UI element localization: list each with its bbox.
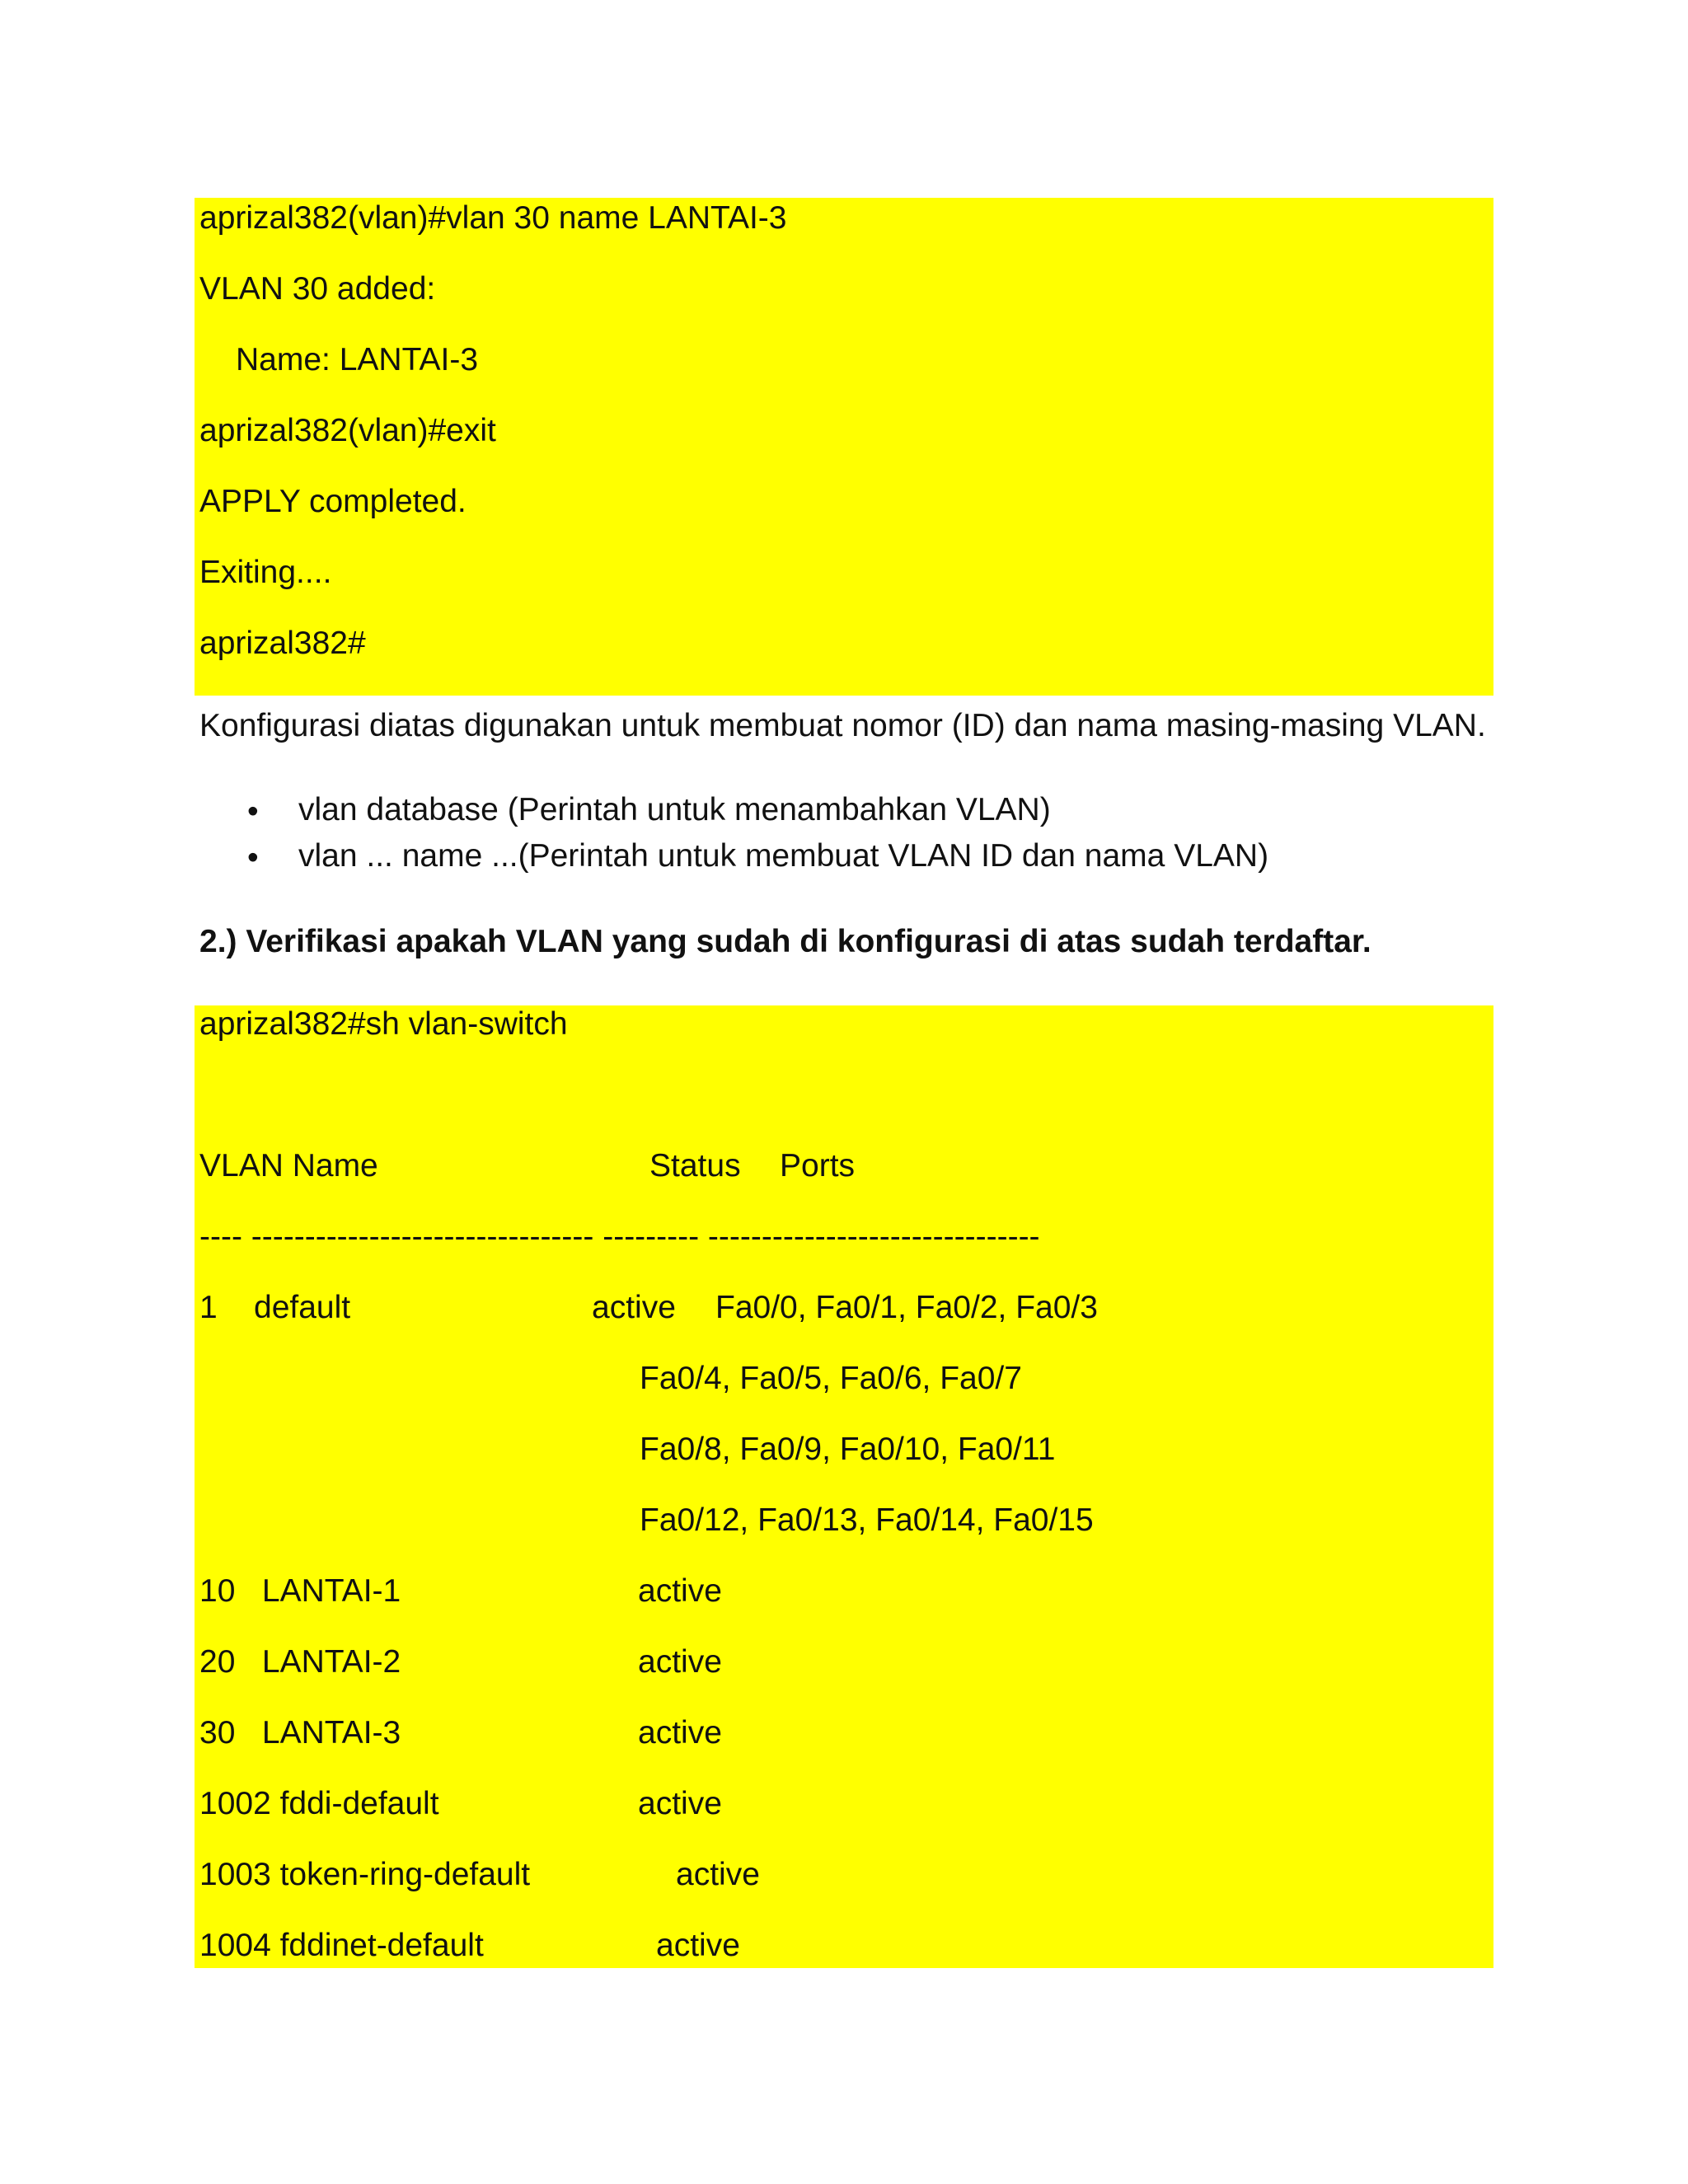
bullet-item: vlan ... name ...(Perintah untuk membuat VLAN ID dan nama VLAN) [298,838,1269,874]
table-header-ports: Ports [780,1148,856,1183]
vlan-row-id-name: 1003 token-ring-default [199,1857,531,1892]
terminal-line: Name: LANTAI-3 [236,342,479,377]
vlan-status: active [656,1928,740,1963]
vlan-status: active [638,1644,722,1680]
vlan-row-id-name: 30 LANTAI-3 [199,1715,401,1750]
table-header-status: Status [649,1148,741,1183]
vlan-row-id-name: 1004 fddinet-default [199,1928,484,1963]
terminal-line: aprizal382(vlan)#exit [199,413,496,448]
terminal-line: aprizal382# [199,626,366,661]
terminal-line: aprizal382(vlan)#vlan 30 name LANTAI-3 [199,200,787,236]
vlan-name: default [254,1290,351,1325]
vlan-ports: Fa0/12, Fa0/13, Fa0/14, Fa0/15 [640,1502,1094,1538]
vlan-status: active [638,1786,722,1821]
vlan-status: active [638,1573,722,1609]
section-heading: 2.) Verifikasi apakah VLAN yang sudah di konfigurasi di atas sudah terdaftar. [199,924,1372,959]
vlan-status: active [592,1290,676,1325]
table-header-vlan-name: VLAN Name [199,1148,378,1183]
vlan-ports: Fa0/8, Fa0/9, Fa0/10, Fa0/11 [640,1432,1056,1467]
vlan-status: active [676,1857,760,1892]
vlan-row-id-name: 1002 fddi-default [199,1786,439,1821]
terminal-line: Exiting.... [199,555,332,590]
vlan-ports: Fa0/0, Fa0/1, Fa0/2, Fa0/3 [715,1290,1098,1325]
bullet-icon: • [247,794,259,829]
bullet-item: vlan database (Perintah untuk menambahkan VLAN) [298,792,1051,827]
table-separator: ---- -------------------------------- --------- ------------------------------- [199,1219,1040,1254]
vlan-row-id-name: 10 LANTAI-1 [199,1573,401,1609]
vlan-id: 1 [199,1290,218,1325]
vlan-ports: Fa0/4, Fa0/5, Fa0/6, Fa0/7 [640,1361,1022,1396]
vlan-status: active [638,1715,722,1750]
terminal-line: APPLY completed. [199,484,467,519]
terminal-line: VLAN 30 added: [199,271,436,307]
description-paragraph: Konfigurasi diatas digunakan untuk membuat nomor (ID) dan nama masing-masing VLAN. [199,708,1486,743]
terminal-command: aprizal382#sh vlan-switch [199,1006,568,1042]
vlan-row-id-name: 20 LANTAI-2 [199,1644,401,1680]
bullet-icon: • [247,840,259,875]
